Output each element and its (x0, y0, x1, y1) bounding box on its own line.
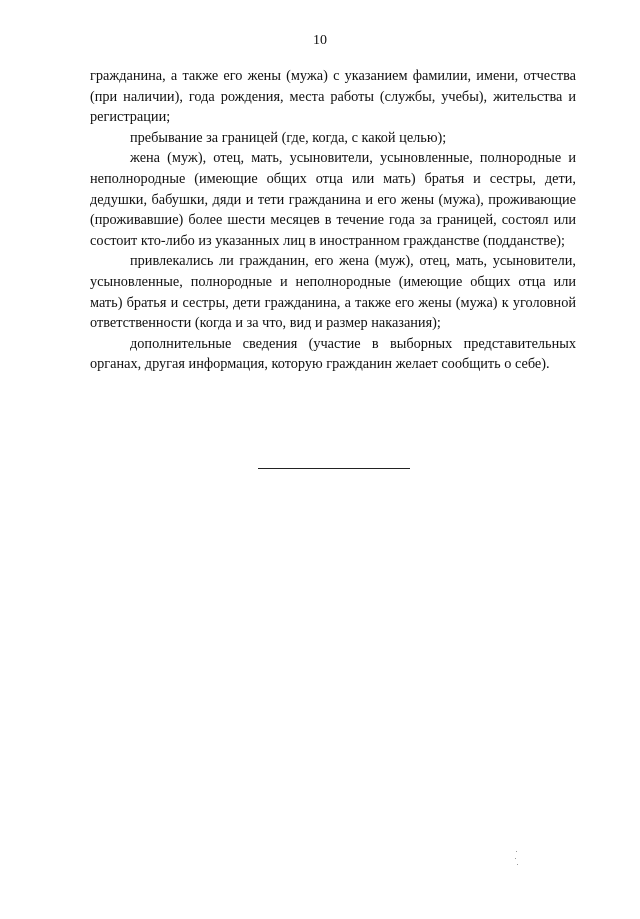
paragraph-additional-info: дополнительные сведения (участие в выборных представительных органах, другая информация, которую гражданин желает сообщить о себе). (90, 335, 576, 373)
scan-speck (516, 851, 517, 852)
paragraph-criminal-liability: привлекались ли гражданин, его жена (муж), отец, мать, усыновители, усыновленные, полнородные и неполнородные (имеющие общих отца или мать) братья и сестры, дети гражданина, а также его жены (мужа) к уголовной ответственности (когда и за что, вид и размер наказания); (90, 253, 576, 332)
page-number: 10 (313, 33, 327, 48)
scan-speck (517, 864, 518, 865)
paragraph-stay-abroad: пребывание за границей (где, когда, с какой целью); (130, 129, 447, 146)
scan-speck (515, 858, 516, 859)
paragraph-continuation: гражданина, а также его жены (мужа) с указанием фамилии, имени, отчества (при наличии), года рождения, места работы (службы, учебы), жительства и регистрации; (90, 68, 576, 126)
end-separator-line (258, 468, 410, 469)
paragraph-relatives-abroad: жена (муж), отец, мать, усыновители, усыновленные, полнородные и неполнородные (имеющие общих отца или мать) братья и сестры, дети, дедушки, бабушки, дяди и тети гражданина и его жены (мужа), проживающие (проживавшие) более шести месяцев в течение года за границей, состоял или состоит кто-либо из указанных лиц в иностранном гражданстве (подданстве); (90, 150, 576, 249)
document-body (90, 66, 576, 375)
